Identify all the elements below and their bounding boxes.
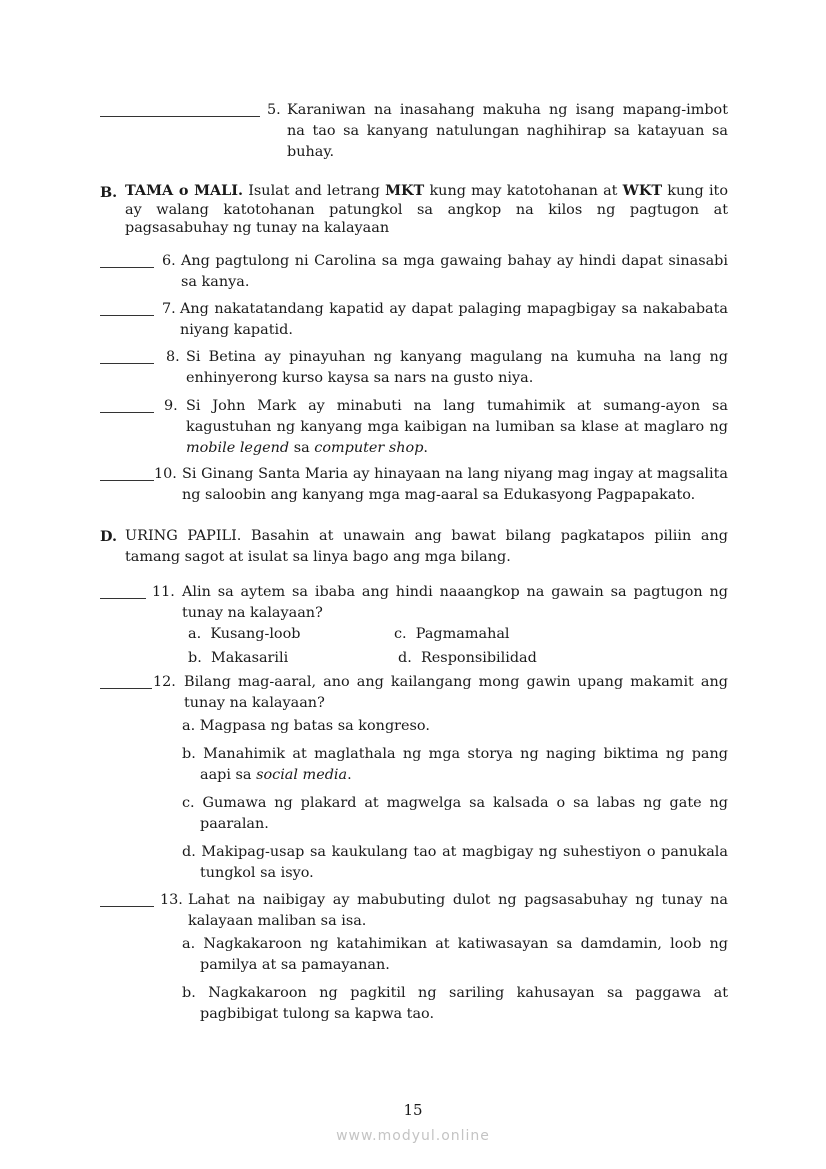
- mkt-code: MKT: [385, 182, 425, 199]
- text-part: Si John Mark ay minabuti na lang tumahimik at sumang-ayon sa kagustuhan ng kanyang mga kaibigan na lumiban sa klase at maglaro ng: [186, 398, 728, 435]
- emphasis: social media: [256, 767, 348, 783]
- text-part: sa: [289, 440, 315, 456]
- question-text: Ang pagtulong ni Carolina sa mga gawaing bahay ay hindi dapat sinasabi sa kanya.: [181, 253, 728, 290]
- choice-letter: a.: [188, 626, 202, 642]
- choice-text: .: [347, 767, 352, 783]
- choice-a: [188, 624, 300, 645]
- choice-letter: b.: [188, 650, 202, 666]
- answer-blank-12[interactable]: [100, 674, 152, 689]
- answer-blank-8[interactable]: [100, 349, 154, 364]
- question-13: [100, 890, 728, 1030]
- answer-blank-9[interactable]: [100, 398, 154, 413]
- section-b-instructions: [100, 182, 728, 238]
- question-number: 5.: [267, 102, 281, 118]
- section-letter: D.: [100, 528, 117, 545]
- question-text: Ang nakatatandang kapatid ay dapat palaging mapagbigay sa nakababata niyang kapatid.: [180, 301, 728, 338]
- answer-blank-5[interactable]: [100, 102, 260, 117]
- choice-text: Pagmamahal: [415, 626, 510, 642]
- question-text: Bilang mag-aaral, ano ang kailangang mong gawin upang makamit ang tunay na kalayaan?: [184, 674, 728, 711]
- choice-b: [182, 744, 728, 786]
- section-title: TAMA o MALI.: [125, 182, 244, 199]
- emphasis: mobile legend: [186, 440, 290, 456]
- choice-text: Kusang-loob: [210, 626, 301, 642]
- question-12: [100, 672, 728, 882]
- choice-a: a. Nagkakaroon ng katahimikan at katiwasayan sa damdamin, loob ng pamilya at sa pamayanan.: [182, 936, 728, 973]
- choice-a: a. Magpasa ng batas sa kongreso.: [182, 718, 430, 734]
- choice-letter: c.: [394, 626, 407, 642]
- choice-text: Makasarili: [210, 650, 289, 666]
- choice-text: b. Manahimik at maglathala ng mga storya ng naging biktima ng pang aapi sa: [182, 746, 728, 783]
- question-number: 13.: [160, 892, 183, 908]
- answer-blank-11[interactable]: [100, 584, 146, 599]
- question-number: 12.: [153, 674, 176, 690]
- answer-blank-7[interactable]: [100, 301, 154, 316]
- question-number: 11.: [152, 584, 175, 600]
- question-text: Si Betina ay pinayuhan ng kanyang magulang na kumuha na lang ng enhinyerong kurso kaysa sa nars na gusto niya.: [186, 349, 728, 386]
- question-text: Karaniwan na inasahang makuha ng isang mapang-imbot na tao sa kanyang natulungan naghihirap sa katayuan sa buhay.: [287, 102, 728, 160]
- question-7: [100, 299, 728, 343]
- answer-blank-6[interactable]: [100, 253, 154, 268]
- question-number: 10.: [154, 466, 177, 482]
- question-6: [100, 251, 728, 295]
- emphasis: computer shop: [314, 440, 424, 456]
- wkt-code: WKT: [622, 182, 663, 199]
- choice-d: d. Makipag-usap sa kaukulang tao at magbigay ng suhestiyon o panukala tungkol sa isyo.: [182, 844, 728, 881]
- question-text: Lahat na naibigay ay mabubuting dulot ng pagsasabuhay ng tunay na kalayaan maliban sa isa.: [188, 892, 728, 929]
- answer-blank-13[interactable]: [100, 892, 154, 907]
- instruction-text: Isulat and letrang: [243, 183, 386, 199]
- page-number: 15: [403, 1101, 423, 1119]
- choice-text: Responsibilidad: [420, 650, 537, 666]
- watermark: www.modyul.online: [336, 1128, 490, 1144]
- choice-c: c. Gumawa ng plakard at magwelga sa kalsada o sa labas ng gate ng paaralan.: [182, 795, 728, 832]
- choice-c: [394, 624, 510, 645]
- choice-letter: d.: [398, 650, 412, 666]
- instruction-text: kung may katotohanan at: [424, 183, 623, 199]
- question-number: 7.: [162, 301, 176, 317]
- question-number: 6.: [162, 253, 176, 269]
- choice-b: [188, 648, 288, 669]
- section-letter: B.: [100, 184, 118, 201]
- question-5: [100, 100, 728, 164]
- choice-b: b. Nagkakaroon ng pagkitil ng sariling kahusayan sa paggawa at pagbibigat tulong sa kapwa tao.: [182, 985, 728, 1022]
- instruction-text: kung ito ay walang katotohanan patungkol sa angkop na kilos ng pagtugon at pagsasabuhay ng tunay na kalayaan: [125, 183, 728, 236]
- question-text: [186, 396, 728, 459]
- question-text: Alin sa aytem sa ibaba ang hindi naaangkop na gawain sa pagtugon ng tunay na kalayaan?: [182, 584, 728, 621]
- question-9: [100, 396, 728, 460]
- question-number: 9.: [164, 398, 178, 414]
- section-d-instructions: [100, 526, 728, 568]
- question-10: [100, 464, 728, 508]
- text-part: .: [423, 440, 428, 456]
- answer-blank-10[interactable]: [100, 466, 154, 481]
- question-number: 8.: [166, 349, 180, 365]
- instruction-text: URING PAPILI. Basahin at unawain ang bawat bilang pagkatapos piliin ang tamang sagot at isulat sa linya bago ang mga bilang.: [125, 528, 728, 565]
- question-text: Si Ginang Santa Maria ay hinayaan na lang niyang mag ingay at magsalita ng saloobin ang kanyang mga mag-aaral sa Edukasyong Pagpapakato.: [182, 466, 728, 503]
- question-11: [100, 582, 728, 672]
- choice-d: [398, 648, 537, 669]
- question-8: [100, 347, 728, 391]
